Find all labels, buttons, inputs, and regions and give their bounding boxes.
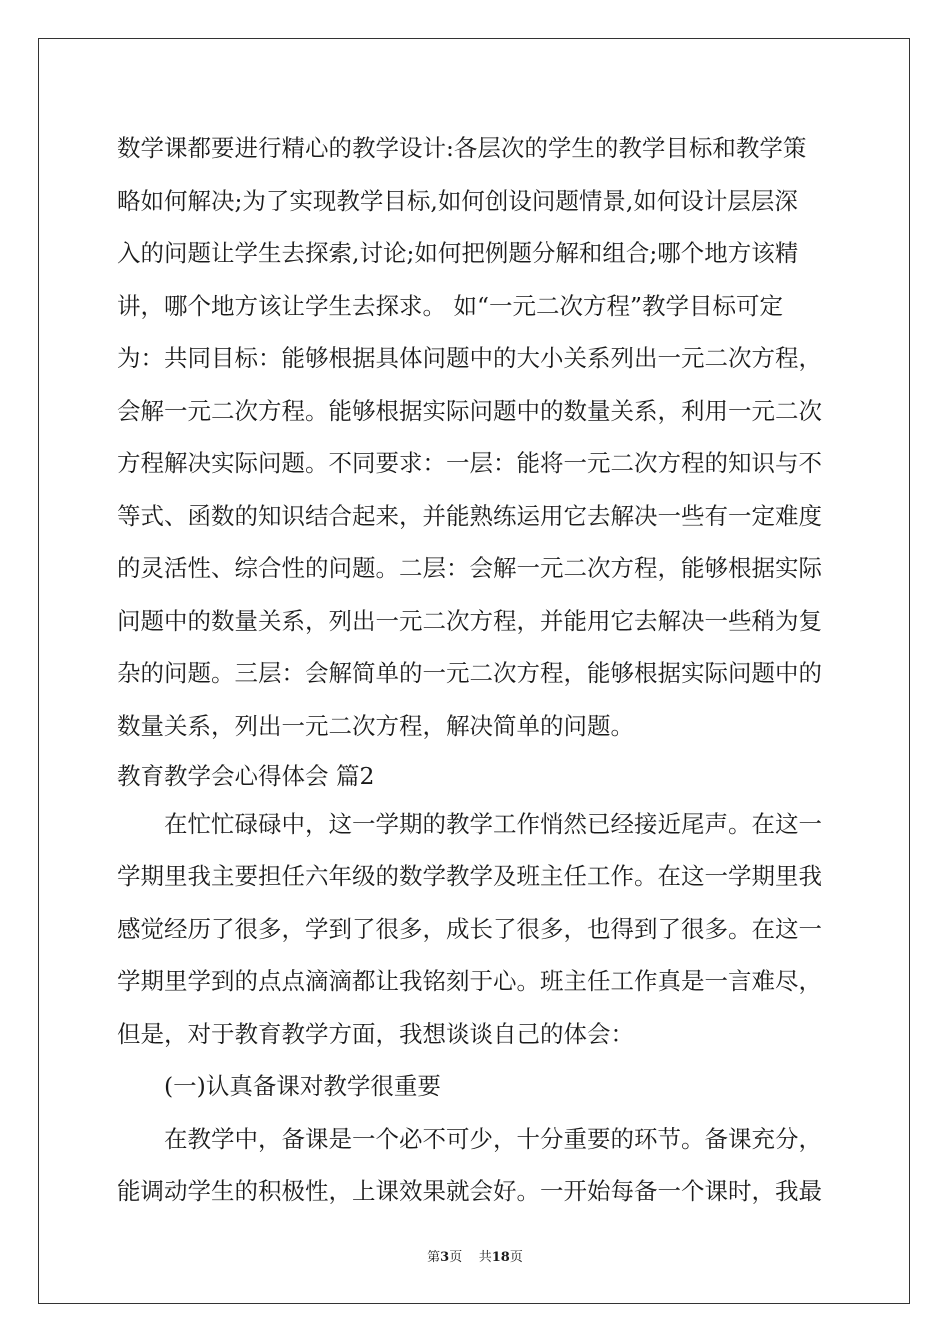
text-line: 数学课都要进行精心的教学设计:各层次的学生的教学目标和教学策 <box>117 134 807 162</box>
text-line: 数量关系，列出一元二次方程，解决简单的问题。 <box>117 712 634 740</box>
text-line: 为：共同目标：能够根据具体问题中的大小关系列出一元二次方程， <box>117 344 822 372</box>
text-line: 在教学中，备课是一个必不可少，十分重要的环节。备课充分， <box>117 1125 822 1153</box>
footer-total-number: 18 <box>491 1250 510 1265</box>
footer-page-prefix: 第 <box>427 1250 441 1265</box>
text-line: 会解一元二次方程。能够根据实际问题中的数量关系，利用一元二次 <box>117 397 822 425</box>
text-line: 略如何解决;为了实现教学目标,如何创设问题情景,如何设计层层深 <box>117 187 798 215</box>
section-heading: 教育教学会心得体会 篇2 <box>117 762 375 790</box>
page-footer <box>0 1249 950 1267</box>
text-line: 学期里我主要担任六年级的数学教学及班主任工作。在这一学期里我 <box>117 862 822 890</box>
footer-page-suffix: 页 <box>449 1250 463 1265</box>
text-line: 能调动学生的积极性，上课效果就会好。一开始每备一个课时，我最 <box>117 1177 822 1205</box>
subheading: (一)认真备课对教学很重要 <box>117 1072 441 1100</box>
text-line: 等式、函数的知识结合起来，并能熟练运用它去解决一些有一定难度 <box>117 502 822 530</box>
text-line: 的灵活性、综合性的问题。二层：会解一元二次方程，能够根据实际 <box>117 554 822 582</box>
text-line: 杂的问题。三层：会解简单的一元二次方程，能够根据实际问题中的 <box>117 659 822 687</box>
footer-total-suffix: 页 <box>509 1250 523 1265</box>
text-line: 方程解决实际问题。不同要求：一层：能将一元二次方程的知识与不 <box>117 449 822 477</box>
text-line: 学期里学到的点点滴滴都让我铭刻于心。班主任工作真是一言难尽， <box>117 967 822 995</box>
text-line: 感觉经历了很多，学到了很多，成长了很多，也得到了很多。在这一 <box>117 915 822 943</box>
text-line: 入的问题让学生去探索,讨论;如何把例题分解和组合;哪个地方该精 <box>117 239 799 267</box>
footer-page-number: 3 <box>440 1250 450 1265</box>
text-line: 但是，对于教育教学方面，我想谈谈自己的体会： <box>117 1020 634 1048</box>
footer-total-prefix: 共 <box>478 1250 492 1265</box>
text-line: 讲，哪个地方该让学生去探求。 如“一元二次方程”教学目标可定 <box>117 292 783 320</box>
text-line: 在忙忙碌碌中，这一学期的教学工作悄然已经接近尾声。在这一 <box>117 810 822 838</box>
text-line: 问题中的数量关系，列出一元二次方程，并能用它去解决一些稍为复 <box>117 607 822 635</box>
